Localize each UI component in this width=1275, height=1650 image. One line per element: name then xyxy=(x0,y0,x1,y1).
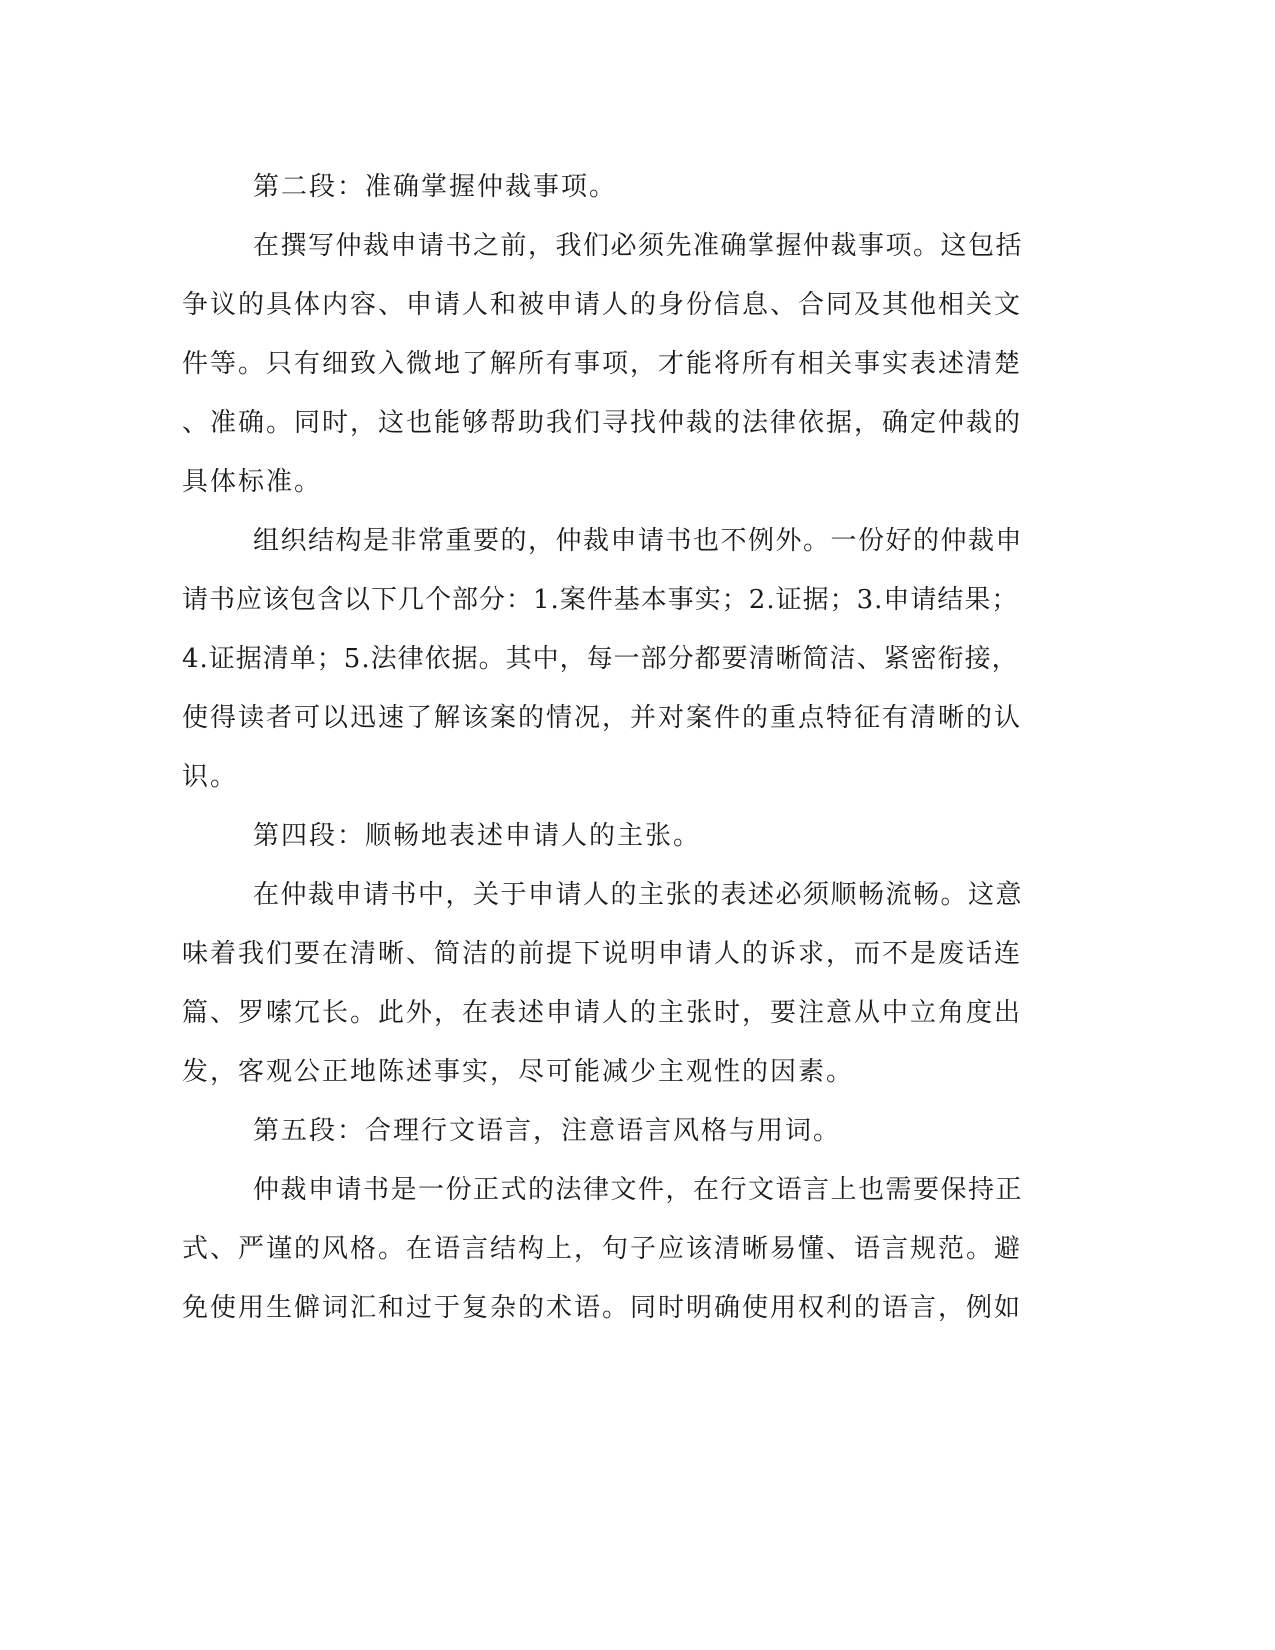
paragraph-line: 式、严谨的风格。在语言结构上，句子应该清晰易懂、语言规范。避 xyxy=(182,1234,1023,1264)
paragraph-first-line: 组织结构是非常重要的，仲裁申请书也不例外。一份好的仲裁申 xyxy=(253,526,1024,556)
paragraph-line: 争议的具体内容、申请人和被申请人的身份信息、合同及其他相关文 xyxy=(182,290,1023,320)
paragraph-first-line: 仲裁申请书是一份正式的法律文件，在行文语言上也需要保持正 xyxy=(253,1175,1024,1205)
paragraph-line: 件等。只有细致入微地了解所有事项，才能将所有相关事实表述清楚 xyxy=(182,349,1023,379)
paragraph-line: 味着我们要在清晰、简洁的前提下说明申请人的诉求，而不是废话连 xyxy=(182,939,1023,969)
paragraph-first-line: 第五段：合理行文语言，注意语言风格与用词。 xyxy=(253,1116,842,1146)
paragraph-line: 识。 xyxy=(182,762,239,792)
document-body xyxy=(182,158,1034,1338)
paragraph-line: 、准确。同时，这也能够帮助我们寻找仲裁的法律依据，确定仲裁的 xyxy=(182,408,1023,438)
paragraph-line: 篇、罗嗦冗长。此外，在表述申请人的主张时，要注意从中立角度出 xyxy=(182,998,1023,1028)
paragraph-first-line: 在撰写仲裁申请书之前，我们必须先准确掌握仲裁事项。这包括 xyxy=(253,231,1024,261)
paragraph-first-line: 第二段：准确掌握仲裁事项。 xyxy=(253,172,618,202)
paragraph-line: 4.证据清单；5.法律依据。其中，每一部分都要清晰简洁、紧密衔接， xyxy=(182,644,1019,674)
paragraph-line: 使得读者可以迅速了解该案的情况，并对案件的重点特征有清晰的认 xyxy=(182,703,1023,733)
paragraph-first-line: 第四段：顺畅地表述申请人的主张。 xyxy=(253,821,702,851)
paragraph-line: 免使用生僻词汇和过于复杂的术语。同时明确使用权利的语言，例如 xyxy=(182,1293,1023,1323)
paragraph-line: 具体标准。 xyxy=(182,467,323,497)
paragraph-line: 发，客观公正地陈述事实，尽可能减少主观性的因素。 xyxy=(182,1057,855,1087)
paragraph-first-line: 在仲裁申请书中，关于申请人的主张的表述必须顺畅流畅。这意 xyxy=(253,880,1024,910)
paragraph-line: 请书应该包含以下几个部分：1.案件基本事实；2.证据；3.申请结果； xyxy=(182,585,1019,615)
